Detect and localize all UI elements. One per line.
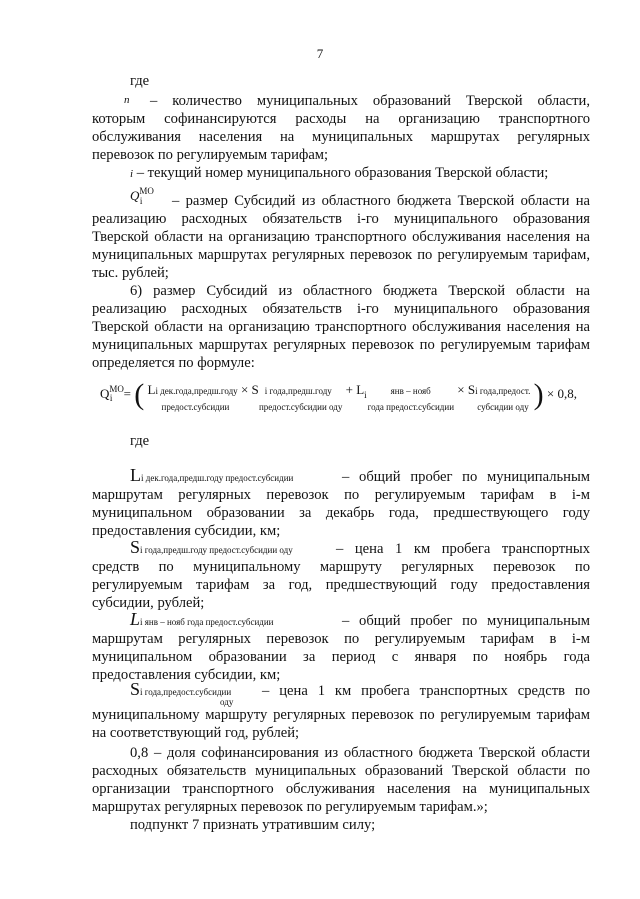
where-label-1: где [130,73,150,89]
L2-definition: – общий пробег по муниципальным [342,613,590,629]
S1-definition: – цена 1 км пробега транспортных [336,541,590,557]
L2-definition-cont: маршрутам регулярных перевозок по регулируемым тарифам в i-м муниципальном образовании за период с января по ноябрь года [92,631,590,665]
n-definition-cont: которым софинансируются расходы на организацию транспортного обслуживания населения на муниципальных маршрутах регулярных [92,111,590,145]
L1-definition: – общий пробег по муниципальным [342,469,590,485]
L1-term: Li дек.года,предш.году предост.субсидии [130,465,294,485]
S2-definition-cont: муниципальному маршруту регулярных перевозок по регулируемым тарифам [92,707,590,723]
left-paren: ( [134,378,145,411]
S1-term: Si года,предш.году предост.субсидии оду [130,537,293,557]
n-definition: – количество муниципальных образований Тверской области, [150,93,590,109]
n-symbol: n [124,94,130,106]
S2-definition-end: на соответствующий год, рублей; [92,725,300,741]
page-number: 7 [316,46,324,61]
coefficient-definition: 0,8 – доля софинансирования из областного бюджета Тверской области [130,745,590,761]
right-paren: ) [533,378,544,411]
S2-term: Si года,предост.субсидии [130,679,232,699]
S1-definition-end: субсидии, рублей; [92,595,205,611]
paragraph-6-end: определяется по формуле: [92,355,255,371]
S2-definition: – цена 1 км пробега транспортных средств по [262,683,590,699]
S1-definition-cont: средств по муниципальному маршруту регулярных перевозок по регулируемым тарифам за год, предшествующий году предоставления [92,559,590,593]
where-label-2: где [130,433,150,449]
L2-definition-end: предоставления субсидии, км; [92,667,281,683]
coefficient-definition-end: маршрутах регулярных перевозок по регулируемым тарифам.»; [92,799,488,815]
subclause-7-repealed: подпункт 7 признать утратившим силу; [130,817,376,833]
q-definition: – размер Субсидий из областного бюджета Тверской области на [172,193,590,209]
L2-term: Li янв – нояб года предост.субсидии [130,609,274,629]
subsidy-formula: $Q^{МО}_i$ = ( Li дек.года,предш.году предост.субсидии × S i года,предш.году предост.субсидии оду + $L_i$ янв – нояб года предост.субсидии × Si года,предост. субсидии оду ) × 0,8, [100,378,577,412]
i-definition: i – текущий номер муниципального образования Тверской области; [130,165,549,181]
paragraph-6-cont: реализацию расходных обязательств i-го муниципального образования Тверской области на организацию транспортного обслуживания населения на муниципальных маршрутах регулярных перевозок по регулируемым тарифам [92,301,590,353]
L1-definition-end: предоставления субсидии, км; [92,523,281,539]
q-definition-cont: реализацию расходных обязательств i-го муниципального образования Тверской области на организацию транспортного обслуживания населения на муниципальных маршрутах регулярных перевозок по регулируемым тарифам, [92,211,590,263]
S2-term-sub: оду [220,697,234,707]
paragraph-6: 6) размер Субсидий из областного бюджета Тверской области на [130,283,590,299]
n-definition-end: перевозок по регулируемым тарифам; [92,147,329,163]
coefficient-definition-cont: расходных обязательств муниципальных образований Тверской области по организации транспортного обслуживания населения на муниципальных [92,763,590,797]
q-symbol: $Q^{МО}_i$ [130,186,154,206]
L1-definition-cont: маршрутам регулярных перевозок по регулируемым тарифам в i-м муниципальном образовании за декабрь года, предшествующего году [92,487,590,521]
q-definition-end: тыс. рублей; [92,265,169,281]
